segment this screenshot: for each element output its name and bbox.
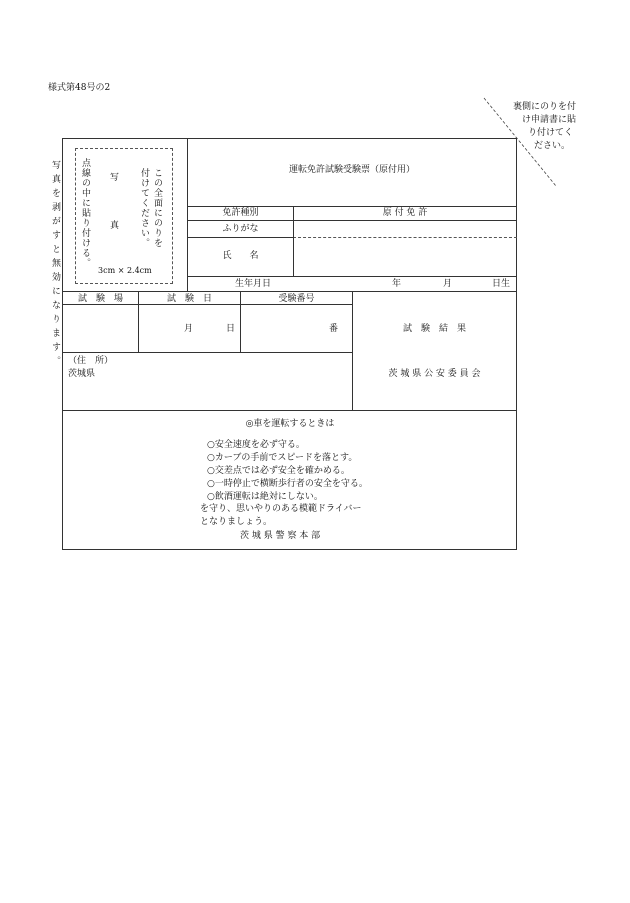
result-divider [352, 291, 353, 411]
exam-date-day: 日 [226, 324, 236, 334]
grid-line [62, 352, 353, 353]
public-safety-commission: 茨 城 県 公 安 委 員 会 [388, 369, 481, 379]
birthdate-month: 月 [443, 279, 453, 289]
exam-venue-label: 試 験 場 [77, 294, 123, 304]
form-title: 運転免許試験受験票（原付用） [288, 165, 415, 175]
name-field[interactable] [294, 238, 516, 276]
birthdate-year: 年 [392, 279, 402, 289]
furigana-label: ふりがな [222, 224, 259, 234]
form-number: 様式第48号の2 [48, 83, 111, 93]
corner-note-line-3: り付けてく [527, 128, 573, 138]
notice-item-1: ○安全速度を必ず守る。 [207, 440, 305, 450]
name-label: 氏 名 [222, 251, 259, 261]
grid-line [62, 304, 353, 305]
photo-label-2: 真 [108, 220, 118, 229]
grid-line [62, 410, 517, 411]
grid-line [187, 237, 293, 238]
notice-item-3: ○交差点では必ず安全を確かめる。 [207, 466, 350, 476]
photo-glue-instruction-2: 付けてください。 [139, 168, 149, 248]
photo-glue-instruction-1: この全面にのりを [152, 168, 162, 248]
corner-note-line-1: 裏側にのりを付 [512, 102, 576, 112]
grid-line [187, 276, 517, 277]
side-note: 写真を剥がすと無効になります。 [50, 160, 60, 370]
corner-note-line-4: ださい。 [533, 141, 570, 151]
license-type-label: 免許種別 [222, 208, 259, 218]
photo-placement-instruction: 点線の中に貼り付ける。 [80, 158, 90, 268]
exam-date-label: 試 験 日 [166, 294, 212, 304]
notice-closing-2: となりましょう。 [200, 517, 273, 527]
notice-item-5: ○飲酒運転は絶対にしない。 [207, 492, 323, 502]
grid-line [187, 206, 517, 207]
address-value: 茨城県 [68, 369, 96, 379]
grid-line [187, 220, 517, 221]
exam-number-suffix: 番 [329, 324, 339, 334]
license-type-value: 原 付 免 許 [382, 208, 428, 218]
photo-label-1: 写 [108, 172, 118, 181]
exam-number-label: 受験番号 [278, 294, 315, 304]
birthdate-label: 生年月日 [234, 279, 271, 289]
notice-heading: ◎車を運転するときは [245, 419, 335, 429]
birthdate-day: 日生 [492, 279, 511, 289]
grid-line [62, 291, 517, 292]
address-label: （住 所） [68, 356, 114, 366]
corner-note-line-2: け申請書に貼 [521, 115, 576, 125]
exam-date-month: 月 [184, 324, 194, 334]
notice-item-4: ○一時停止で横断歩行者の安全を守る。 [207, 479, 368, 489]
notice-signature: 茨 城 県 警 察 本 部 [240, 531, 321, 541]
notice-closing-1: を守り、思いやりのある模範ドライバー [200, 504, 362, 514]
notice-item-2: ○カーブの手前でスピードを落とす。 [207, 453, 358, 463]
photo-size: 3cm × 2.4cm [98, 266, 152, 275]
exam-result-label: 試 験 結 果 [402, 324, 466, 334]
